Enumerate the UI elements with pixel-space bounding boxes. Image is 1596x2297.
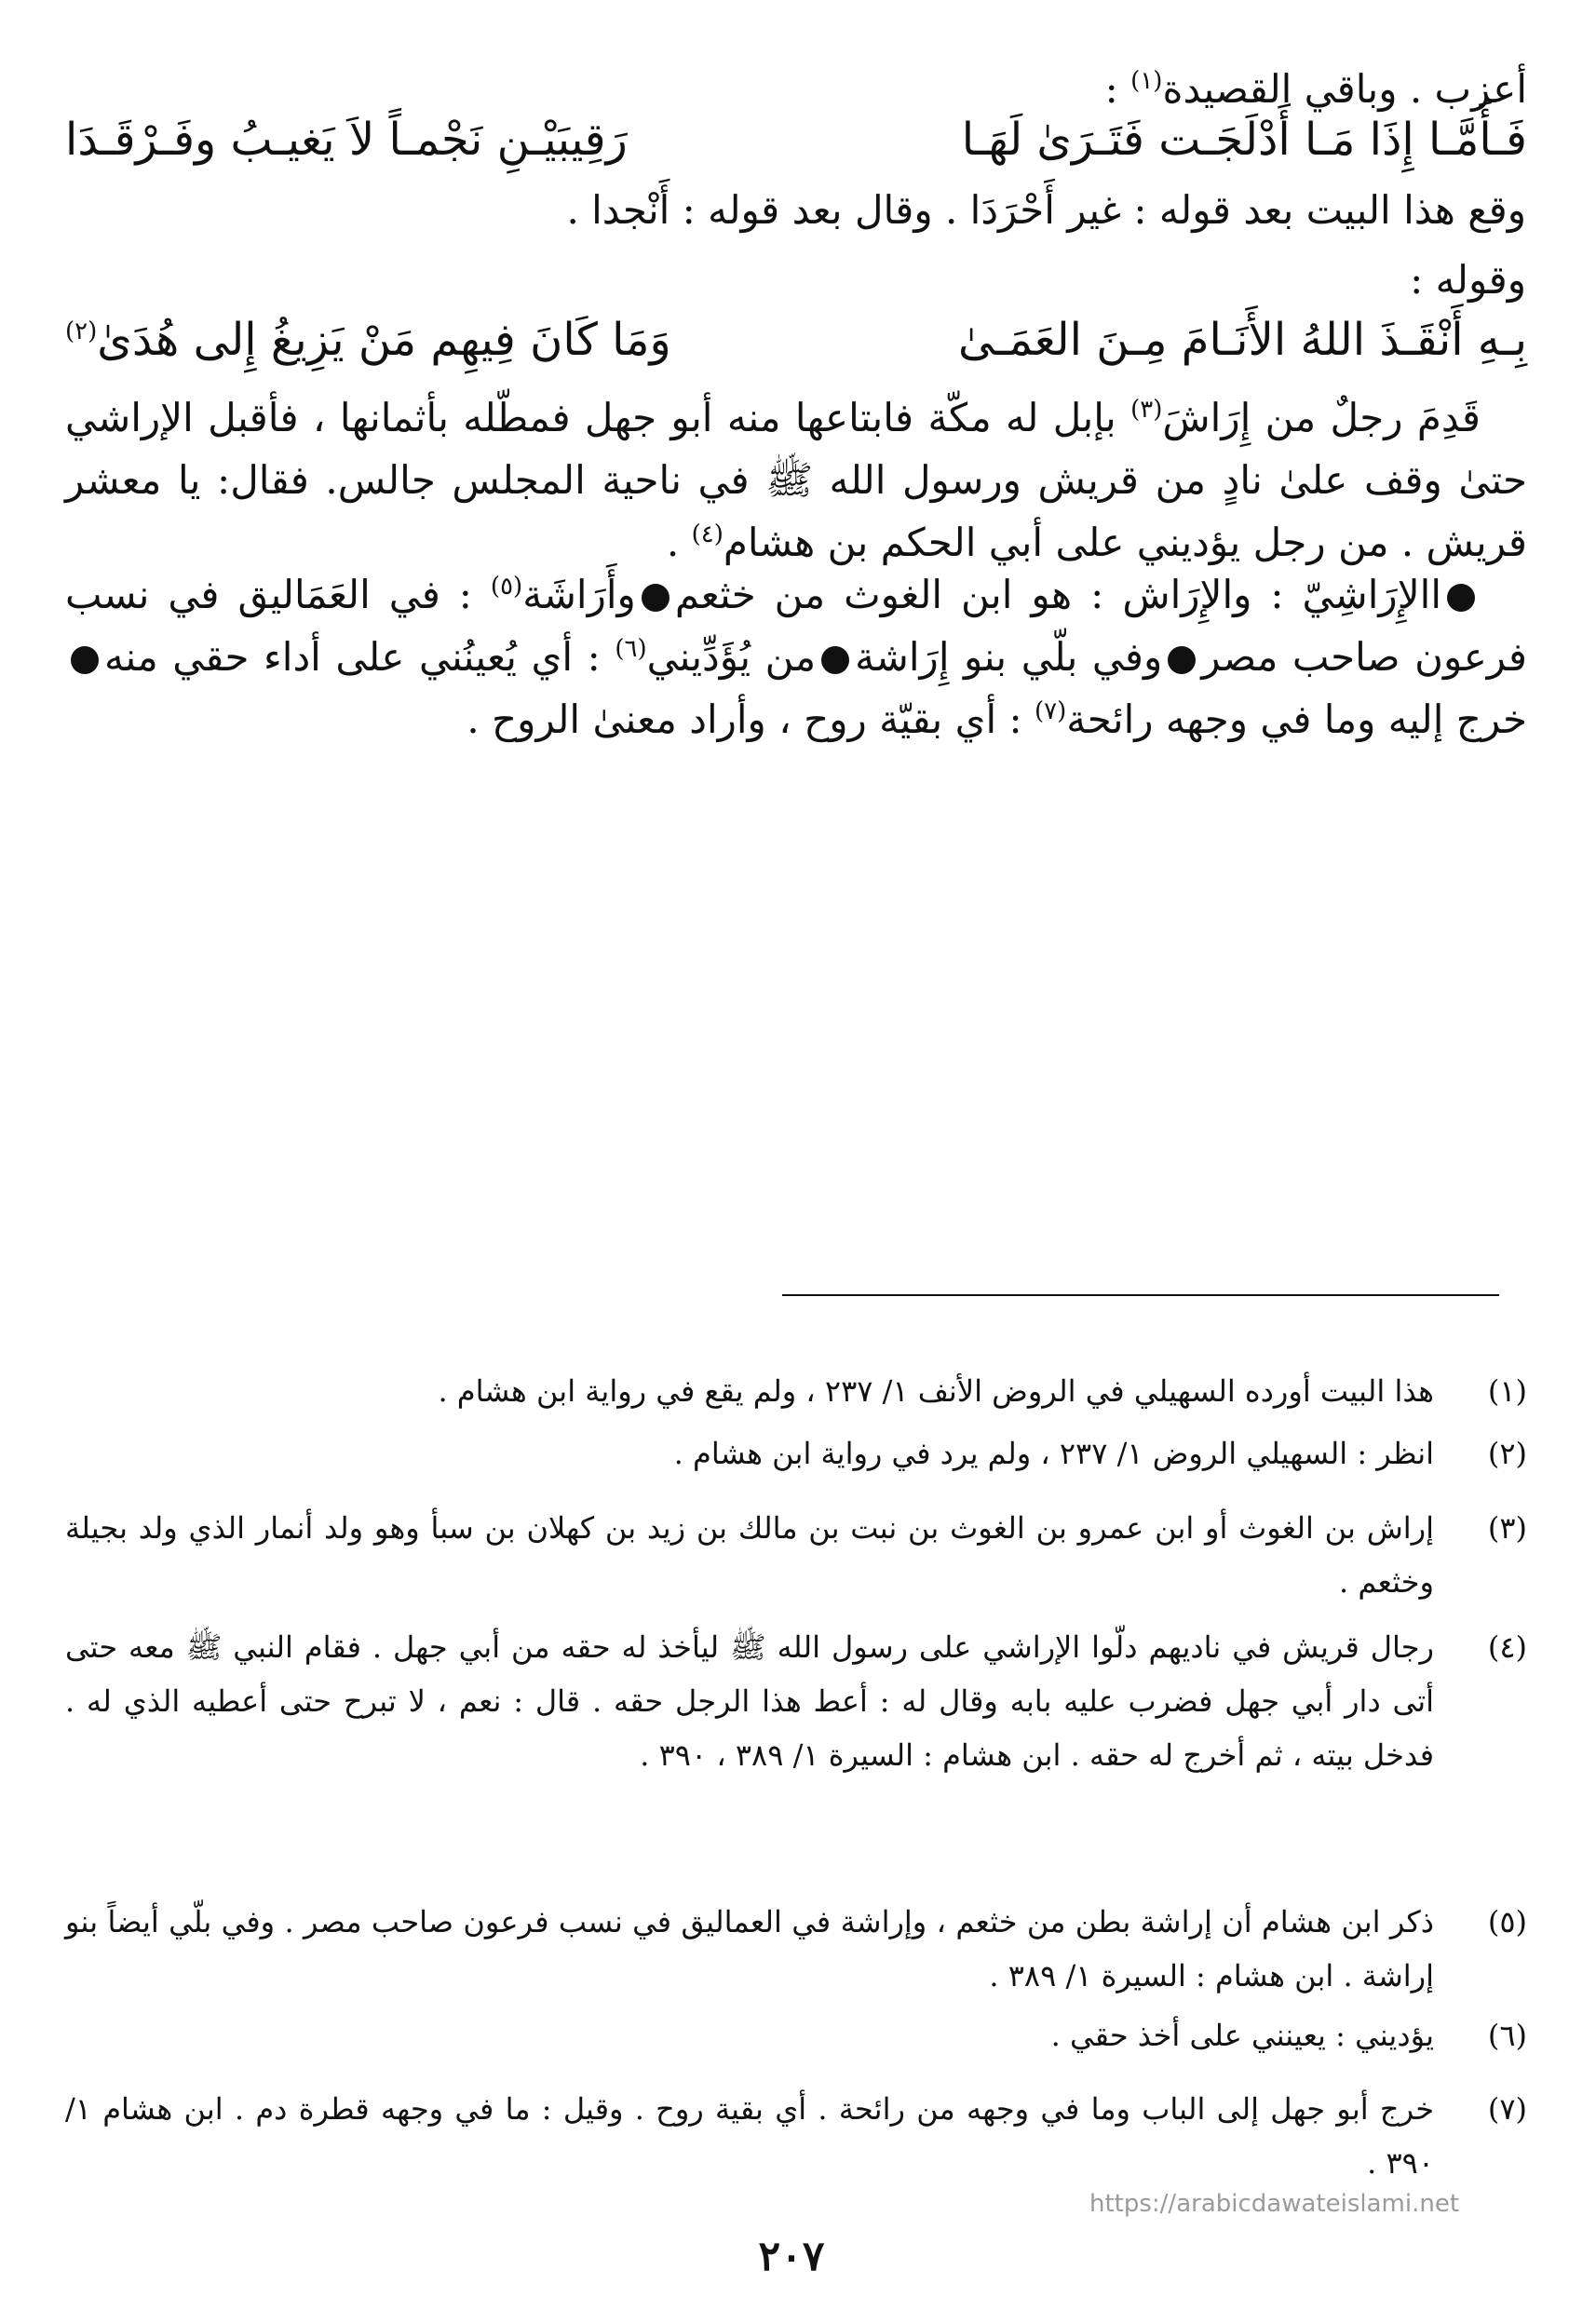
para2-s7: خرج إليه وما في وجهه رائحة [1066,696,1527,742]
footnote-ref-2: (٢) [65,318,98,345]
narrative-paragraph [65,386,1527,574]
para1-a: قَدِمَ رجلٌ من إِرَاشَ [1162,395,1481,440]
intro-tail: : [1104,66,1131,112]
commentary-line: وقع هذا البيت بعد قوله : غير أَحْرَدَا . وقال بعد قوله : أَنْجدا . [566,187,1526,233]
bullet-icon [1168,646,1196,674]
page-number: ٢٠٧ [758,2233,825,2280]
footnote-number: (٢) [1487,1436,1527,1471]
footnote-number: (٦) [1487,2018,1527,2053]
footnote-7 [65,2082,1527,2189]
para1-c: . [666,520,692,565]
footnote-number: (٤) [1487,1629,1527,1665]
bullet-icon [821,646,849,674]
glossary-paragraph [65,563,1527,750]
footnote-text: ذكر ابن هشام أن إراشة بطن من خثعم ، وإراشة في العماليق في نسب فرعون صاحب مصر . وفي بلّي أيضاً بنو إراشة . ابن هشام : السيرة ١/ ٣٨٩ . [65,1904,1435,1993]
bullet-icon [1447,584,1475,612]
verse-1-first-hemistich: فَـأَمَّـا إِذَا مَـا أَدْلَجَـت فَتَـرَىٰ لَهَـا [961,114,1527,166]
footnote-number: (٥) [1487,1904,1527,1939]
footnote-3 [65,1501,1527,1603]
para2-s5: من يُؤَدِّيني [646,634,817,680]
bullet-icon [642,584,670,612]
verse-1 [65,102,1527,177]
and-his-saying-line: وقوله : [1410,257,1526,303]
footnote-text: يؤديني : يعينني على أخذ حقي . [1050,2018,1434,2053]
footnote-1 [65,1373,1527,1423]
para2-s2: وأَرَاشَة [522,572,636,617]
para2-s1: االإِرَاشِيّ : والإِرَاش : هو ابن الغوث من خثعم [674,572,1441,617]
para2-s3: : في العَمَاليق في نسب فرعون صاحب مصر [65,572,1528,680]
footnote-number: (٣) [1487,1510,1527,1546]
footnote-ref-4: (٤) [691,520,724,548]
verse-1-second-hemistich: رَقِيبَيْـنِ نَجْمـاً لاَ يَغيـبُ وفَـرْقَـدَا [65,114,628,166]
verse-2-second-text: وَمَا كَانَ فِيهِم مَنْ يَزِيغُ إِلى هُدَىٰ [97,314,671,366]
footnote-5 [65,1895,1527,2002]
verse-2-first-hemistich [958,314,1527,366]
para2-s4: وفي بلّي بنو إِرَاشة [855,634,1163,680]
verse-2 [65,303,1527,377]
bullet-icon [71,646,99,674]
footnote-ref-6: (٦) [615,635,647,663]
footnote-divider [782,1294,1499,1296]
verse-2-first-text: بِـهِ أَنْقَـذَ اللهُ الأَنَـامَ مِـنَ العَمَـىٰ [958,314,1527,366]
footnote-text: هذا البيت أورده السهيلي في الروض الأنف ١/ ٢٣٧ ، ولم يقع في رواية ابن هشام . [438,1373,1434,1409]
intro-text: أعزب . وباقي القصيدة [1162,66,1527,112]
watermark-url: https://arabicdawateislami.net [1089,2190,1460,2218]
footnote-text: رجال قريش في ناديهم دلّوا الإراشي على رسول الله ﷺ ليأخذ له حقه من أبي جهل . فقام النبي ﷺ معه حتى أتى دار أبي جهل فضرب عليه بابه وقال له : أعط هذا الرجل حقه . قال : نعم ، لا تبرح حتى أعطيه الذي له . فدخل بيته ، ثم أخرج له حقه . ابن هشام : السيرة ١/ ٣٨٩ ، ٣٩٠ . [65,1629,1435,1773]
verse-2-second-hemistich [65,314,671,366]
footnote-ref-3: (٣) [1130,396,1163,424]
footnote-6 [65,2020,1527,2067]
footnote-ref-1: (١) [1130,67,1163,95]
footnote-number: (١) [1487,1373,1527,1409]
footnote-ref-7: (٧) [1035,697,1067,725]
footnote-2 [65,1436,1527,1485]
para1-b: بإبل له مكّة فابتاعها منه أبو جهل فمطّله بأثمانها ، فأقبل الإراشي حتىٰ وقف علىٰ نادٍ من قريش ورسول الله ﷺ في ناحية المجلس جالس. فقال: يا معشر قريش . من رجل يؤديني على أبي الحكم بن هشام [65,395,1527,565]
footnote-text: انظر : السهيلي الروض ١/ ٢٣٧ ، ولم يرد في رواية ابن هشام . [673,1436,1434,1471]
footnote-text: إراش بن الغوث أو ابن عمرو بن الغوث بن نبت بن مالك بن زيد بن كهلان بن سبأ وهو ولد أنمار الذي ولد بجيلة وخثعم . [65,1510,1434,1600]
footnote-text: خرج أبو جهل إلى الباب وما في وجهه من رائحة . أي بقية روح . وقيل : ما في وجهه قطرة دم . ابن هشام ١/ ٣٩٠ . [65,2091,1434,2181]
footnote-4 [65,1620,1527,1844]
footnote-number: (٧) [1487,2091,1527,2127]
para2-s8: : أي بقيّة روح ، وأراد معنىٰ الروح . [467,696,1035,742]
para2-s6: : أي يُعينُني على أداء حقي منه [104,634,615,680]
footnote-ref-5: (٥) [490,573,523,601]
